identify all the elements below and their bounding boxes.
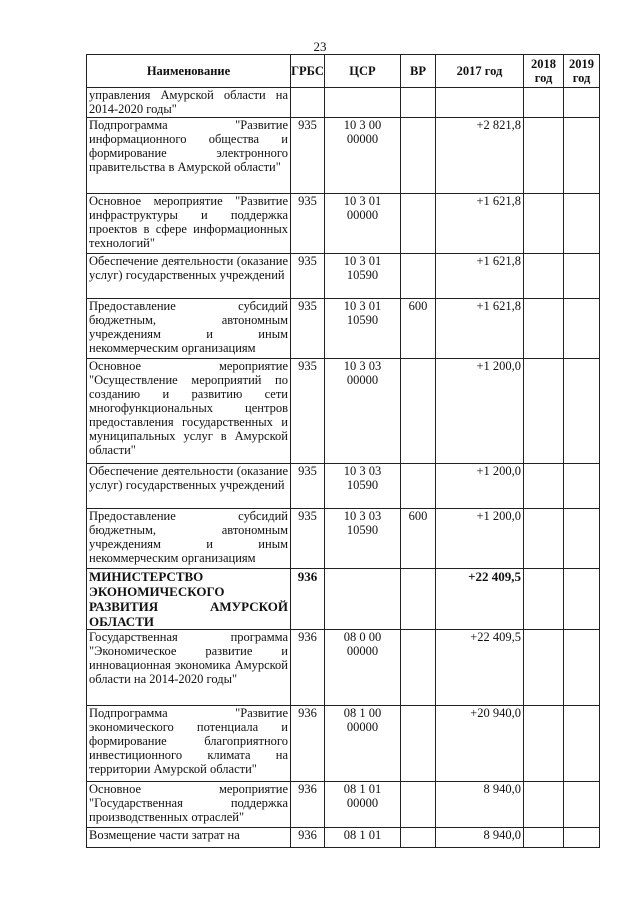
cell-vr: 600 bbox=[401, 509, 436, 569]
cell-2018 bbox=[524, 254, 564, 299]
header-grbs: ГРБС bbox=[291, 55, 325, 88]
cell-name: Подпрограмма "Развитие экономического потенциала и формирование благоприятного инвестиционного климата на территории Амурской области" bbox=[87, 706, 291, 782]
header-2018: 2018 год bbox=[524, 55, 564, 88]
table-row bbox=[87, 194, 600, 254]
cell-2019 bbox=[564, 828, 600, 848]
csr-code-part: 08 1 01 bbox=[343, 782, 382, 796]
cell-2017: +1 200,0 bbox=[436, 464, 524, 509]
table-row bbox=[87, 706, 600, 782]
cell-grbs: 935 bbox=[291, 299, 325, 359]
cell-vr bbox=[401, 569, 436, 630]
cell-2017: +22 409,5 bbox=[436, 569, 524, 630]
cell-2017: +1 200,0 bbox=[436, 359, 524, 464]
csr-code-part: 00000 bbox=[346, 208, 379, 222]
cell-vr bbox=[401, 464, 436, 509]
cell-vr bbox=[401, 828, 436, 848]
cell-2017: +20 940,0 bbox=[436, 706, 524, 782]
cell-vr bbox=[401, 88, 436, 118]
csr-code-part: 10 3 03 bbox=[343, 464, 382, 478]
csr-code-part: 10 3 03 bbox=[343, 509, 382, 523]
cell-2018 bbox=[524, 509, 564, 569]
cell-2019 bbox=[564, 782, 600, 828]
cell-2017: 8 940,0 bbox=[436, 828, 524, 848]
table-row bbox=[87, 630, 600, 706]
cell-2017: 8 940,0 bbox=[436, 782, 524, 828]
csr-code-part: 10590 bbox=[346, 313, 379, 327]
cell-grbs: 935 bbox=[291, 509, 325, 569]
cell-2019 bbox=[564, 630, 600, 706]
cell-grbs: 935 bbox=[291, 464, 325, 509]
cell-2017: +22 409,5 bbox=[436, 630, 524, 706]
header-2017: 2017 год bbox=[436, 55, 524, 88]
cell-2018 bbox=[524, 359, 564, 464]
cell-2019 bbox=[564, 299, 600, 359]
csr-code-part: 10 3 00 bbox=[343, 118, 382, 132]
cell-csr bbox=[325, 118, 401, 194]
cell-2018 bbox=[524, 828, 564, 848]
cell-name: Подпрограмма "Развитие информационного общества и формирование электронного правительства в Амурской области" bbox=[87, 118, 291, 194]
cell-grbs: 936 bbox=[291, 630, 325, 706]
header-name: Наименование bbox=[87, 55, 291, 88]
cell-name: Основное мероприятие "Осуществление мероприятий по созданию и развитию сети многофункциональных центров предоставления государственных и муниципальных услуг в Амурской области" bbox=[87, 359, 291, 464]
cell-2017: +1 200,0 bbox=[436, 509, 524, 569]
table-row bbox=[87, 509, 600, 569]
csr-code-part: 10590 bbox=[346, 523, 379, 537]
cell-name: Основное мероприятие "Государственная поддержка производственных отраслей" bbox=[87, 782, 291, 828]
cell-vr bbox=[401, 706, 436, 782]
cell-csr bbox=[325, 509, 401, 569]
cell-csr bbox=[325, 782, 401, 828]
csr-code-part: 08 1 00 bbox=[343, 706, 382, 720]
cell-2019 bbox=[564, 254, 600, 299]
cell-2017: +1 621,8 bbox=[436, 299, 524, 359]
cell-2018 bbox=[524, 464, 564, 509]
cell-csr bbox=[325, 630, 401, 706]
cell-2018 bbox=[524, 88, 564, 118]
cell-csr bbox=[325, 569, 401, 630]
cell-2019 bbox=[564, 569, 600, 630]
cell-vr bbox=[401, 359, 436, 464]
cell-2019 bbox=[564, 359, 600, 464]
table-row bbox=[87, 299, 600, 359]
cell-2017: +1 621,8 bbox=[436, 254, 524, 299]
cell-name: Предоставление субсидий бюджетным, автономным учреждениям и иным некоммерческим организациям bbox=[87, 509, 291, 569]
cell-grbs: 936 bbox=[291, 782, 325, 828]
cell-2018 bbox=[524, 118, 564, 194]
table-row bbox=[87, 569, 600, 630]
csr-code-part: 00000 bbox=[346, 132, 379, 146]
cell-csr bbox=[325, 828, 401, 848]
csr-code-part: 10590 bbox=[346, 268, 379, 282]
cell-2019 bbox=[564, 509, 600, 569]
cell-vr: 600 bbox=[401, 299, 436, 359]
csr-code-part: 08 0 00 bbox=[343, 630, 382, 644]
cell-csr bbox=[325, 88, 401, 118]
csr-code-part: 08 1 01 bbox=[343, 828, 382, 842]
table-row bbox=[87, 359, 600, 464]
csr-code-part: 00000 bbox=[346, 796, 379, 810]
cell-2018 bbox=[524, 782, 564, 828]
cell-vr bbox=[401, 630, 436, 706]
cell-grbs: 935 bbox=[291, 118, 325, 194]
header-row bbox=[87, 55, 600, 88]
table-row bbox=[87, 828, 600, 848]
header-csr: ЦСР bbox=[325, 55, 401, 88]
page-number: 23 bbox=[313, 39, 327, 54]
cell-name: Основное мероприятие "Развитие инфраструктуры и поддержка проектов в сфере информационных технологий" bbox=[87, 194, 291, 254]
cell-vr bbox=[401, 782, 436, 828]
cell-grbs bbox=[291, 88, 325, 118]
cell-csr bbox=[325, 706, 401, 782]
csr-code-part: 10 3 01 bbox=[343, 299, 382, 313]
cell-csr bbox=[325, 299, 401, 359]
cell-grbs: 936 bbox=[291, 569, 325, 630]
cell-grbs: 935 bbox=[291, 194, 325, 254]
cell-vr bbox=[401, 118, 436, 194]
cell-2019 bbox=[564, 706, 600, 782]
cell-2019 bbox=[564, 118, 600, 194]
cell-name: Обеспечение деятельности (оказание услуг) государственных учреждений bbox=[87, 254, 291, 299]
cell-2018 bbox=[524, 569, 564, 630]
cell-csr bbox=[325, 194, 401, 254]
cell-csr bbox=[325, 464, 401, 509]
csr-code-part: 10 3 01 bbox=[343, 254, 382, 268]
cell-2018 bbox=[524, 630, 564, 706]
cell-2018 bbox=[524, 706, 564, 782]
cell-vr bbox=[401, 254, 436, 299]
cell-2017: +2 821,8 bbox=[436, 118, 524, 194]
cell-csr bbox=[325, 254, 401, 299]
cell-2017: +1 621,8 bbox=[436, 194, 524, 254]
cell-grbs: 935 bbox=[291, 254, 325, 299]
cell-name: управления Амурской области на 2014-2020 годы" bbox=[87, 88, 291, 118]
table-row bbox=[87, 464, 600, 509]
cell-name: Возмещение части затрат на bbox=[87, 828, 291, 848]
table-row bbox=[87, 88, 600, 118]
cell-2019 bbox=[564, 464, 600, 509]
csr-code-part: 10 3 03 bbox=[343, 359, 382, 373]
cell-name: Обеспечение деятельности (оказание услуг) государственных учреждений bbox=[87, 464, 291, 509]
header-2019: 2019 год bbox=[564, 55, 600, 88]
csr-code-part: 00000 bbox=[346, 720, 379, 734]
cell-2017 bbox=[436, 88, 524, 118]
cell-name: Предоставление субсидий бюджетным, автономным учреждениям и иным некоммерческим организациям bbox=[87, 299, 291, 359]
cell-grbs: 936 bbox=[291, 828, 325, 848]
header-vr: ВР bbox=[401, 55, 436, 88]
table-row bbox=[87, 254, 600, 299]
cell-2018 bbox=[524, 194, 564, 254]
cell-grbs: 936 bbox=[291, 706, 325, 782]
budget-table bbox=[86, 54, 600, 848]
cell-2019 bbox=[564, 194, 600, 254]
cell-grbs: 935 bbox=[291, 359, 325, 464]
cell-csr bbox=[325, 359, 401, 464]
cell-name: МИНИСТЕРСТВО ЭКОНОМИЧЕСКОГО РАЗВИТИЯ АМУРСКОЙ ОБЛАСТИ bbox=[87, 569, 291, 630]
table-row bbox=[87, 118, 600, 194]
csr-code-part: 00000 bbox=[346, 373, 379, 387]
cell-2019 bbox=[564, 88, 600, 118]
cell-2018 bbox=[524, 299, 564, 359]
cell-vr bbox=[401, 194, 436, 254]
table-row bbox=[87, 782, 600, 828]
csr-code-part: 00000 bbox=[346, 644, 379, 658]
csr-code-part: 10590 bbox=[346, 478, 379, 492]
cell-name: Государственная программа "Экономическое развитие и инновационная экономика Амурской области на 2014-2020 годы" bbox=[87, 630, 291, 706]
csr-code-part: 10 3 01 bbox=[343, 194, 382, 208]
